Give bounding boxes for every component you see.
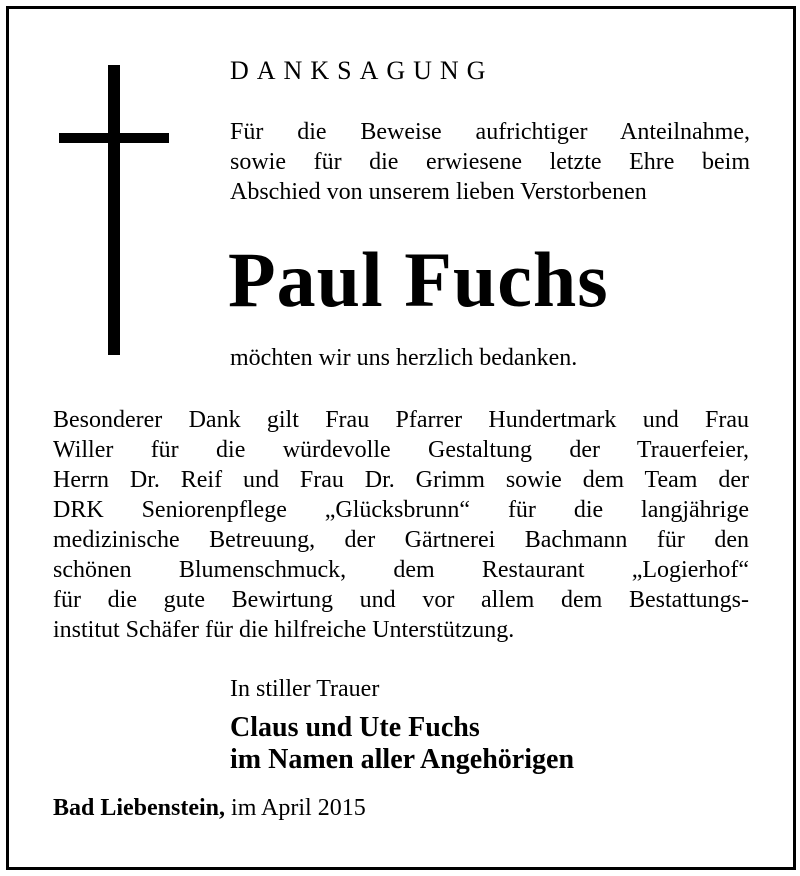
place-date-line bbox=[53, 793, 366, 823]
intro-line: sowie für die erwiesene letzte Ehre beim bbox=[230, 149, 750, 175]
obituary-notice bbox=[6, 6, 796, 870]
cross-icon bbox=[59, 65, 171, 357]
intro-paragraph bbox=[230, 117, 750, 207]
cross-horizontal-beam bbox=[59, 133, 169, 143]
body-line: Besonderer Dank gilt Frau Pfarrer Hundertmark und Frau bbox=[53, 407, 749, 433]
date-text: im April 2015 bbox=[231, 795, 366, 821]
mourning-line: In stiller Trauer bbox=[230, 676, 380, 702]
body-line: Herrn Dr. Reif und Frau Dr. Grimm sowie dem Team der bbox=[53, 467, 749, 493]
thanks-line: möchten wir uns herzlich bedanken. bbox=[230, 345, 578, 371]
notice-heading: DANKSAGUNG bbox=[230, 56, 494, 85]
intro-line: Für die Beweise aufrichtiger Anteilnahme, bbox=[230, 119, 750, 145]
body-line: DRK Seniorenpflege „Glücksbrunn“ für die langjährige bbox=[53, 497, 749, 523]
signer-line: im Namen aller Angehörigen bbox=[230, 744, 575, 775]
body-line: schönen Blumenschmuck, dem Restaurant „Logierhof“ bbox=[53, 557, 749, 583]
signer-line: Claus und Ute Fuchs bbox=[230, 712, 480, 743]
intro-line: Abschied von unserem lieben Verstorbenen bbox=[230, 179, 647, 205]
place-name: Bad Liebenstein, bbox=[53, 795, 226, 821]
body-line: institut Schäfer für die hilfreiche Unterstützung. bbox=[53, 617, 515, 643]
body-line: medizinische Betreuung, der Gärtnerei Bachmann für den bbox=[53, 527, 749, 553]
deceased-name: Paul Fuchs bbox=[228, 236, 609, 323]
body-line: für die gute Bewirtung und vor allem dem Bestattungs- bbox=[53, 587, 749, 613]
body-paragraph bbox=[53, 405, 749, 645]
signers-block bbox=[230, 712, 574, 776]
cross-vertical-beam bbox=[108, 65, 120, 355]
body-line: Willer für die würdevolle Gestaltung der Trauerfeier, bbox=[53, 437, 749, 463]
